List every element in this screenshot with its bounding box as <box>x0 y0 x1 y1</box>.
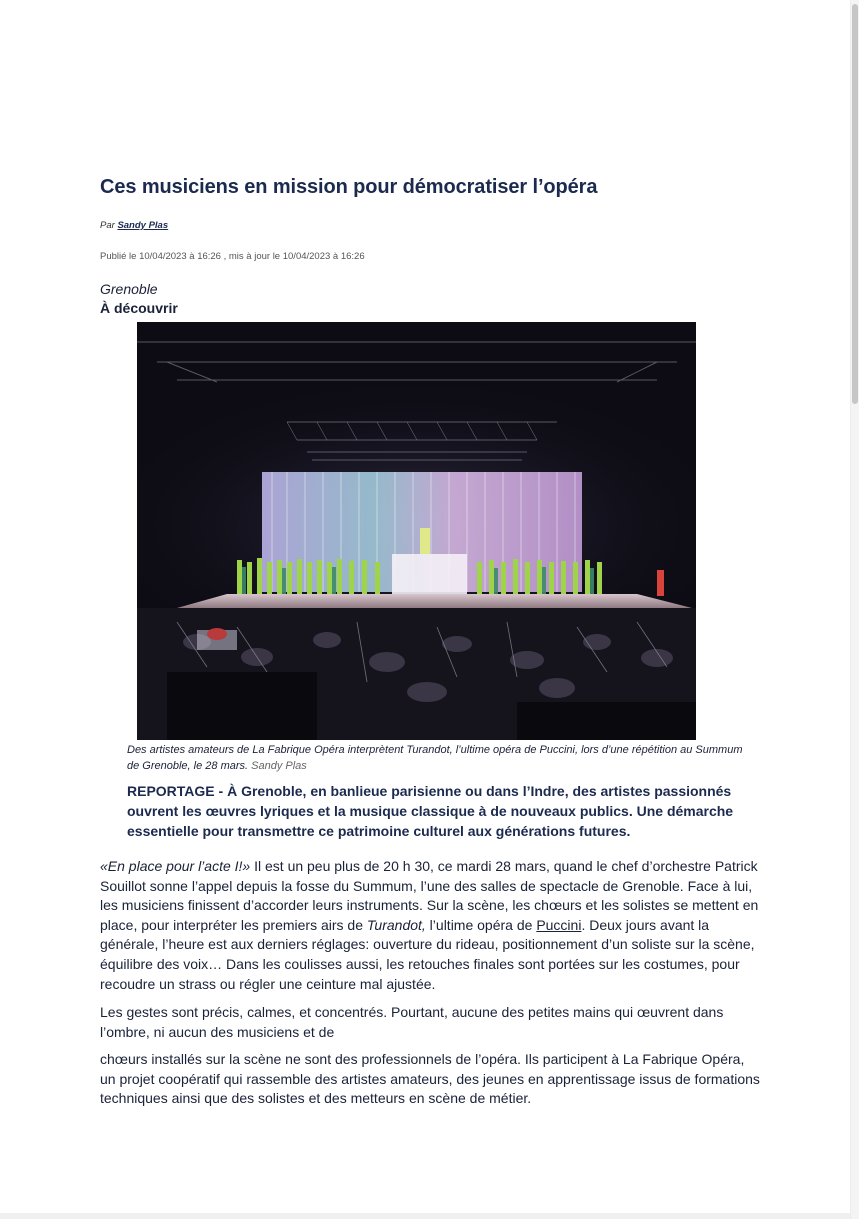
puccini-link[interactable]: Puccini <box>536 916 582 933</box>
body-paragraph: «En place pour l’acte I!» Il est un peu plus de 20 h 30, ce mardi 28 mars, quand le chef d’orchestre Patrick Souillot sonne l’appel depuis la fosse du Summum, l’une des salles de spectacle de Grenoble. Face à lui, les musiciens finissent d’accorder leurs instruments. Sur la scène, les chœurs et les solistes se mettent en place, pour interpréter les premiers airs de Turandot, l’ultime opéra de Puccini. Deux jours avant la générale, l’heure est aux derniers réglages: ouverture du rideau, positionnement d’un soliste sur la scène, équilibre des voix… Dans les coulisses aussi, les retouches finales sont portées sur les costumes, pour recoudre un strass ou régler une ceinture mal ajustée. <box>100 858 759 992</box>
bottom-bar <box>0 1213 859 1219</box>
scrollbar-thumb[interactable] <box>852 4 858 404</box>
article-photo <box>137 322 696 740</box>
body-paragraph: chœurs installés sur la scène ne sont des professionnels de l’opéra. Ils participent à La Fabrique Opéra, un projet coopératif qui rassemble des artistes amateurs, des jeunes en apprentissage issus de formations techniques ainsi que des solistes et des metteurs en scène de métier. <box>100 1051 760 1107</box>
section-label: À découvrir <box>100 300 178 316</box>
city-label: Grenoble <box>100 281 158 297</box>
article-title: Ces musiciens en mission pour démocratiser l’opéra <box>100 176 598 198</box>
byline-prefix: Par <box>100 220 115 231</box>
photo-credit: Sandy Plas <box>251 760 307 772</box>
body-paragraph: Les gestes sont précis, calmes, et concentrés. Pourtant, aucune des petites mains qui œuvrent dans l’ombre, ni aucun des musiciens et de <box>100 1004 724 1040</box>
photo-caption <box>127 742 757 774</box>
publication-date: Publié le 10/04/2023 à 16:26 , mis à jour le 10/04/2023 à 16:26 <box>100 251 365 262</box>
article-lead: REPORTAGE - À Grenoble, en banlieue parisienne ou dans l’Indre, des artistes passionnés ouvrent les œuvres lyriques et la musique classique à de nouveaux publics. Une démarche essentielle pour transmettre ce patrimoine culturel aux générations futures. <box>127 783 734 839</box>
quote: «En place pour l’acte I!» <box>100 858 251 874</box>
work-title: Turandot, <box>366 916 426 933</box>
vertical-scrollbar[interactable] <box>850 0 859 1219</box>
opera-stage-image <box>137 322 696 740</box>
caption-text: Des artistes amateurs de La Fabrique Opéra interprètent Turandot, l’ultime opéra de Puccini, lors d’une répétition au Summum de Grenoble, le 28 mars. <box>127 744 743 772</box>
byline <box>100 220 168 231</box>
author-link[interactable]: Sandy Plas <box>117 220 169 231</box>
